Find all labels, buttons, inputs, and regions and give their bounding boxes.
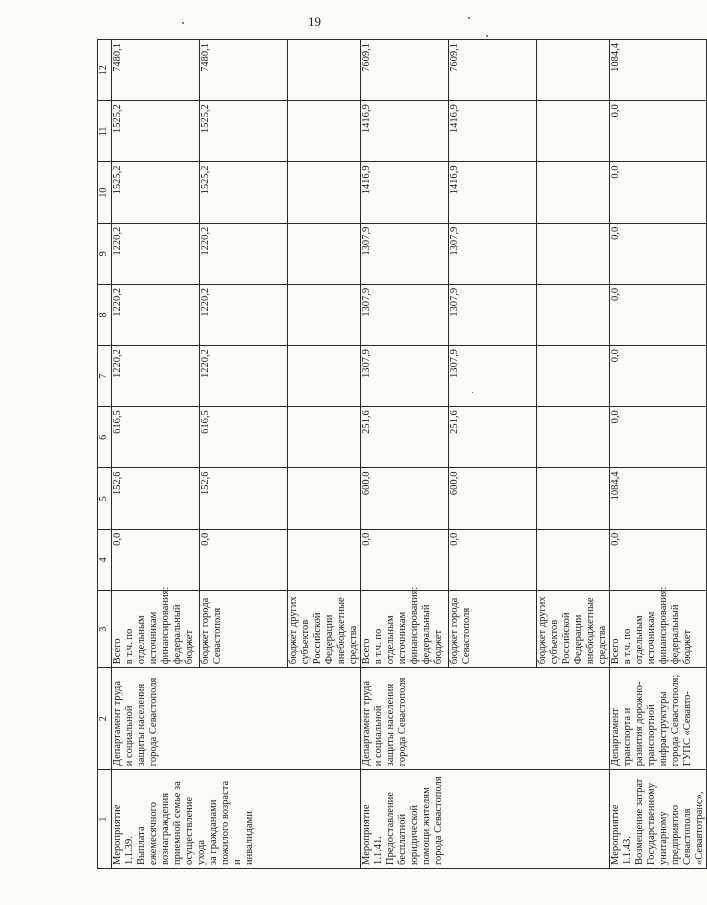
- value-cell: 1220,2: [112, 346, 200, 407]
- column-number: 1: [98, 770, 112, 869]
- funding-source-cell: бюджет города Севастополя: [449, 590, 537, 667]
- page-number: 19: [308, 14, 321, 29]
- value-cell: 0,0: [610, 407, 707, 468]
- column-number: 11: [98, 101, 112, 162]
- value-cell: 1084,4: [610, 468, 707, 529]
- value-cell: 1220,2: [200, 284, 288, 345]
- value-cell: 251,6: [361, 407, 449, 468]
- value-cell: 1307,9: [361, 223, 449, 284]
- value-cell: 1220,2: [200, 346, 288, 407]
- activity-cell: Мероприятие 1.1.41. Предоставление бесплатной юридической помощи жителям города Севастополя: [361, 770, 610, 869]
- value-cell: 1525,2: [200, 162, 288, 223]
- value-cell: 1525,2: [200, 101, 288, 162]
- rotated-table-wrapper: [97, 39, 705, 869]
- column-number: 10: [98, 162, 112, 223]
- value-cell: 1525,2: [112, 162, 200, 223]
- value-cell: 152,6: [200, 468, 288, 529]
- value-cell: 1416,9: [449, 101, 537, 162]
- value-cell: 0,0: [610, 101, 707, 162]
- value-cell: [288, 162, 361, 223]
- scan-speck: [182, 22, 184, 24]
- funding-source-cell: Всего в т.ч. по отдельным источникам финансирования: федеральный бюджет: [610, 590, 707, 667]
- value-cell: [537, 346, 610, 407]
- value-cell: 1220,2: [200, 223, 288, 284]
- value-cell: 0,0: [361, 529, 449, 590]
- activity-cell: Мероприятие 1.1.39. Выплата ежемесячного вознаграждения приемной семье за осуществление ухода за гражданами пожилого возраста и инвалидами: [112, 770, 361, 869]
- value-cell: 0,0: [449, 529, 537, 590]
- funding-source-cell: Всего в т.ч. по отдельным источникам финансирования: федеральный бюджет: [112, 590, 200, 667]
- funding-source-cell: Всего в т.ч. по отдельным источникам финансирования: федеральный бюджет: [361, 590, 449, 667]
- value-cell: 7480,1: [200, 40, 288, 101]
- executor-cell: Департамент транспорта и развития дорожно- транспортной инфраструктуры города Севастополя; ГУПС «Севавто-: [610, 668, 707, 770]
- value-cell: 0,0: [610, 284, 707, 345]
- value-cell: [537, 101, 610, 162]
- value-cell: [537, 284, 610, 345]
- column-number: 6: [98, 407, 112, 468]
- value-cell: 7609,1: [449, 40, 537, 101]
- value-cell: 600,0: [449, 468, 537, 529]
- scan-speck: [468, 17, 470, 19]
- column-number: 12: [98, 40, 112, 101]
- table-row: [361, 40, 449, 869]
- value-cell: 251,6: [449, 407, 537, 468]
- value-cell: 616,5: [112, 407, 200, 468]
- value-cell: 1307,9: [449, 346, 537, 407]
- value-cell: [288, 468, 361, 529]
- scan-speck: [486, 35, 488, 37]
- column-number: 9: [98, 223, 112, 284]
- value-cell: 0,0: [610, 346, 707, 407]
- column-number: 4: [98, 529, 112, 590]
- value-cell: 1416,9: [361, 101, 449, 162]
- value-cell: 1307,9: [361, 346, 449, 407]
- value-cell: [537, 162, 610, 223]
- value-cell: [288, 407, 361, 468]
- value-cell: [288, 529, 361, 590]
- column-number: 5: [98, 468, 112, 529]
- value-cell: [288, 284, 361, 345]
- value-cell: 1220,2: [112, 284, 200, 345]
- value-cell: [537, 40, 610, 101]
- value-cell: 1416,9: [449, 162, 537, 223]
- value-cell: 1220,2: [112, 223, 200, 284]
- value-cell: 1416,9: [361, 162, 449, 223]
- executor-cell: Департамент труда и социальной защиты населения города Севастополя: [361, 668, 610, 770]
- value-cell: 600,0: [361, 468, 449, 529]
- column-number: 2: [98, 668, 112, 770]
- value-cell: 616,5: [200, 407, 288, 468]
- header-row: [98, 40, 112, 869]
- executor-cell: Департамент труда и социальной защиты населения города Севастополя: [112, 668, 361, 770]
- value-cell: 152,6: [112, 468, 200, 529]
- value-cell: 0,0: [610, 223, 707, 284]
- value-cell: [288, 223, 361, 284]
- value-cell: [288, 346, 361, 407]
- value-cell: 0,0: [112, 529, 200, 590]
- value-cell: 0,0: [610, 162, 707, 223]
- value-cell: [537, 529, 610, 590]
- activity-cell: Мероприятие 1.1.43. Возмещение затрат Государственному унитарному предприятию Севастополя «Севавтотранс»,: [610, 770, 707, 869]
- value-cell: [537, 468, 610, 529]
- value-cell: [288, 101, 361, 162]
- value-cell: [537, 407, 610, 468]
- value-cell: 1525,2: [112, 101, 200, 162]
- financing-table: [97, 39, 707, 869]
- column-number: 8: [98, 284, 112, 345]
- funding-source-cell: бюджет города Севастополя: [200, 590, 288, 667]
- value-cell: 1307,9: [449, 223, 537, 284]
- value-cell: [537, 223, 610, 284]
- value-cell: 0,0: [200, 529, 288, 590]
- value-cell: 1084,4: [610, 40, 707, 101]
- value-cell: 0,0: [610, 529, 707, 590]
- table-row: [610, 40, 707, 869]
- value-cell: 1307,9: [361, 284, 449, 345]
- table-body: [98, 40, 707, 869]
- table-row: [112, 40, 200, 869]
- value-cell: 1307,9: [449, 284, 537, 345]
- column-number: 3: [98, 590, 112, 667]
- column-number: 7: [98, 346, 112, 407]
- value-cell: 7480,1: [112, 40, 200, 101]
- funding-source-cell: бюджет других субъектов Российской Федерации внебюджетные средства: [288, 590, 361, 667]
- funding-source-cell: бюджет других субъектов Российской Федерации внебюджетные средства: [537, 590, 610, 667]
- value-cell: [288, 40, 361, 101]
- value-cell: 7609,1: [361, 40, 449, 101]
